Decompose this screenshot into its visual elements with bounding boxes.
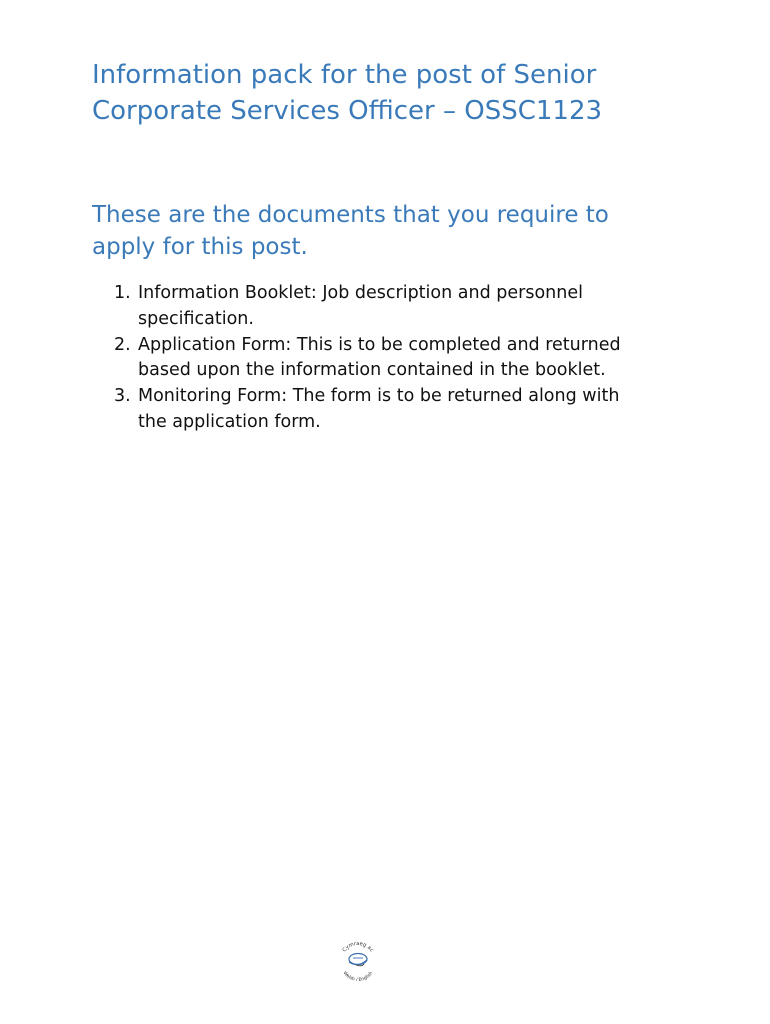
required-documents-list — [92, 281, 632, 436]
list-item-number: 3. — [114, 386, 131, 407]
list-item-number: 1. — [114, 283, 131, 303]
seal-text-top: Cymraeg ac — [341, 940, 375, 954]
list-item-text: Application Form: This is to be completed and returned based upon the information contained in the booklet. — [138, 334, 621, 381]
list-item — [92, 333, 632, 385]
list-item — [92, 384, 632, 436]
svg-text:Cymraeg ac — [342, 941, 375, 954]
seal-text-bottom: Welsh / English — [341, 970, 375, 981]
list-item — [92, 281, 632, 333]
list-item-text: Monitoring Form: The form is to be returned along with the application form. — [138, 386, 620, 432]
page-subtitle: These are the documents that you require to apply for this post. — [92, 202, 609, 260]
organisation-seal-icon — [336, 937, 380, 981]
list-item-text: Information Booklet: Job description and personnel specification. — [138, 283, 583, 329]
seal-graphic — [336, 937, 380, 981]
list-item-number: 2. — [114, 334, 131, 355]
page-title: Information pack for the post of Senior Corporate Services Officer – OSSC1123 — [92, 60, 603, 126]
svg-text:Welsh / English — [342, 970, 375, 981]
